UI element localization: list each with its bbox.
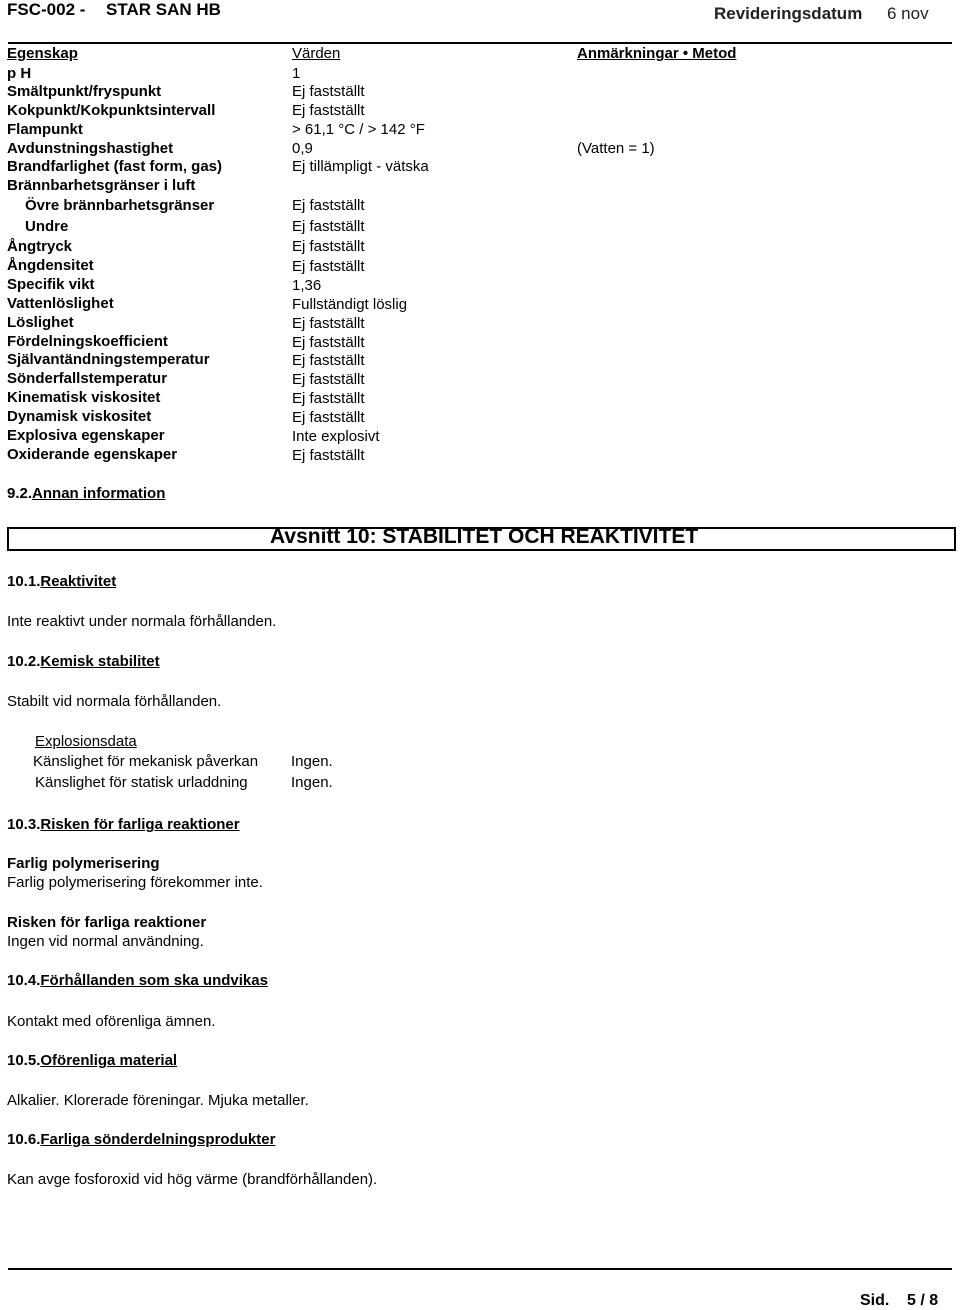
column-header-property: Egenskap [7, 45, 78, 62]
subsection-title: Reaktivitet [40, 573, 117, 590]
table-row-property: p H [7, 65, 32, 82]
explosion-data-heading: Explosionsdata [35, 733, 137, 750]
table-row-value: Ej fastställt [292, 409, 365, 426]
table-row-value: Ej fastställt [292, 218, 365, 235]
table-row-value: Fullständigt löslig [292, 296, 408, 313]
table-row-property: Fördelningskoefficient [7, 333, 168, 350]
header-rule [8, 42, 952, 44]
subsection-number: 10.6. [7, 1131, 41, 1148]
table-row-property: Smältpunkt/fryspunkt [7, 83, 162, 100]
table-row-property: Självantändningstemperatur [7, 351, 210, 368]
subsection-number: 10.1. [7, 573, 41, 590]
table-row-property: Övre brännbarhetsgränser [25, 197, 215, 214]
incompatible-materials-text: Alkalier. Klorerade föreningar. Mjuka metaller. [7, 1092, 309, 1109]
table-row-property: Kinematisk viskositet [7, 389, 161, 406]
table-row-property: Sönderfallstemperatur [7, 370, 168, 387]
conditions-to-avoid-text: Kontakt med oförenliga ämnen. [7, 1013, 216, 1030]
product-name: STAR SAN HB [106, 0, 221, 19]
table-row-property: Brandfarlighet (fast form, gas) [7, 158, 223, 175]
table-row-property: Dynamisk viskositet [7, 408, 152, 425]
reactivity-text: Inte reaktivt under normala förhållanden. [7, 613, 277, 630]
subsection-number: 9.2. [7, 485, 33, 502]
subsection-10-3-heading [7, 816, 240, 833]
table-row-value: 0,9 [292, 140, 313, 157]
footer-rule [8, 1268, 952, 1270]
table-row-property: Undre [25, 218, 69, 235]
subsection-10-1-heading [7, 573, 116, 590]
mechanical-sensitivity-value: Ingen. [291, 753, 333, 770]
polymerization-text: Farlig polymerisering förekommer inte. [7, 874, 263, 891]
table-row-value: Ej fastställt [292, 352, 365, 369]
table-row-property: Brännbarhetsgränser i luft [7, 177, 196, 194]
hazardous-reactions-text: Ingen vid normal användning. [7, 933, 204, 950]
section-10-title: Avsnitt 10: STABILITET OCH REAKTIVITET [270, 525, 699, 548]
table-row-value: Inte explosivt [292, 428, 380, 445]
subsection-title: Oförenliga material [40, 1052, 178, 1069]
table-row-value: Ej fastställt [292, 371, 365, 388]
static-sensitivity-value: Ingen. [291, 774, 333, 791]
table-row-value: Ej fastställt [292, 238, 365, 255]
table-row-property: Ångtryck [7, 238, 73, 255]
table-row-property: Kokpunkt/Kokpunktsintervall [7, 102, 216, 119]
table-row-value: Ej fastställt [292, 315, 365, 332]
table-row-property: Flampunkt [7, 121, 83, 138]
table-row-property: Explosiva egenskaper [7, 427, 165, 444]
subsection-number: 10.2. [7, 653, 41, 670]
table-row-value: > 61,1 °C / > 142 °F [292, 121, 425, 138]
table-row-property: Ångdensitet [7, 257, 94, 274]
table-row-value: Ej fastställt [292, 83, 365, 100]
column-header-remarks: Anmärkningar • Metod [577, 45, 737, 62]
stability-text: Stabilt vid normala förhållanden. [7, 693, 222, 710]
subsection-10-4-heading [7, 972, 268, 989]
table-row-value: Ej fastställt [292, 447, 365, 464]
subsection-title: Kemisk stabilitet [40, 653, 160, 670]
subsection-title: Farliga sönderdelningsprodukter [40, 1131, 276, 1148]
table-row-property: Vattenlöslighet [7, 295, 114, 312]
subsection-9-2-heading [7, 485, 165, 502]
table-row-value: Ej fastställt [292, 102, 365, 119]
subsection-10-2-heading [7, 653, 160, 670]
table-row-value: 1 [292, 65, 301, 82]
table-row-property: Oxiderande egenskaper [7, 446, 178, 463]
table-row-property: Specifik vikt [7, 276, 95, 293]
subsection-10-6-heading [7, 1131, 275, 1148]
revision-date-value: 6 nov [887, 4, 929, 23]
page-label: Sid. [860, 1292, 890, 1309]
table-row-property: Löslighet [7, 314, 74, 331]
polymerization-heading: Farlig polymerisering [7, 855, 160, 872]
table-row-remark: (Vatten = 1) [577, 140, 655, 157]
table-row-value: Ej fastställt [292, 197, 365, 214]
table-row-value: Ej fastställt [292, 334, 365, 351]
table-row-value: Ej tillämpligt - vätska [292, 158, 429, 175]
subsection-title: Risken för farliga reaktioner [40, 816, 240, 833]
subsection-number: 10.5. [7, 1052, 41, 1069]
subsection-number: 10.3. [7, 816, 41, 833]
mechanical-sensitivity-label: Känslighet för mekanisk påverkan [33, 753, 259, 770]
document-code: FSC-002 - [7, 0, 86, 19]
table-row-value: Ej fastställt [292, 390, 365, 407]
subsection-10-5-heading [7, 1052, 177, 1069]
subsection-title: Förhållanden som ska undvikas [40, 972, 268, 989]
table-row-property: Avdunstningshastighet [7, 140, 174, 157]
revision-date-label: Revideringsdatum [714, 4, 863, 23]
table-row-value: 1,36 [292, 277, 322, 294]
page-number: 5 / 8 [907, 1292, 939, 1309]
subsection-number: 10.4. [7, 972, 41, 989]
hazardous-reactions-heading: Risken för farliga reaktioner [7, 914, 207, 931]
table-row-value: Ej fastställt [292, 258, 365, 275]
subsection-title: Annan information [32, 485, 166, 502]
column-header-values: Värden [292, 45, 341, 62]
decomposition-products-text: Kan avge fosforoxid vid hög värme (brandförhållanden). [7, 1171, 378, 1188]
static-sensitivity-label: Känslighet för statisk urladdning [35, 774, 248, 791]
